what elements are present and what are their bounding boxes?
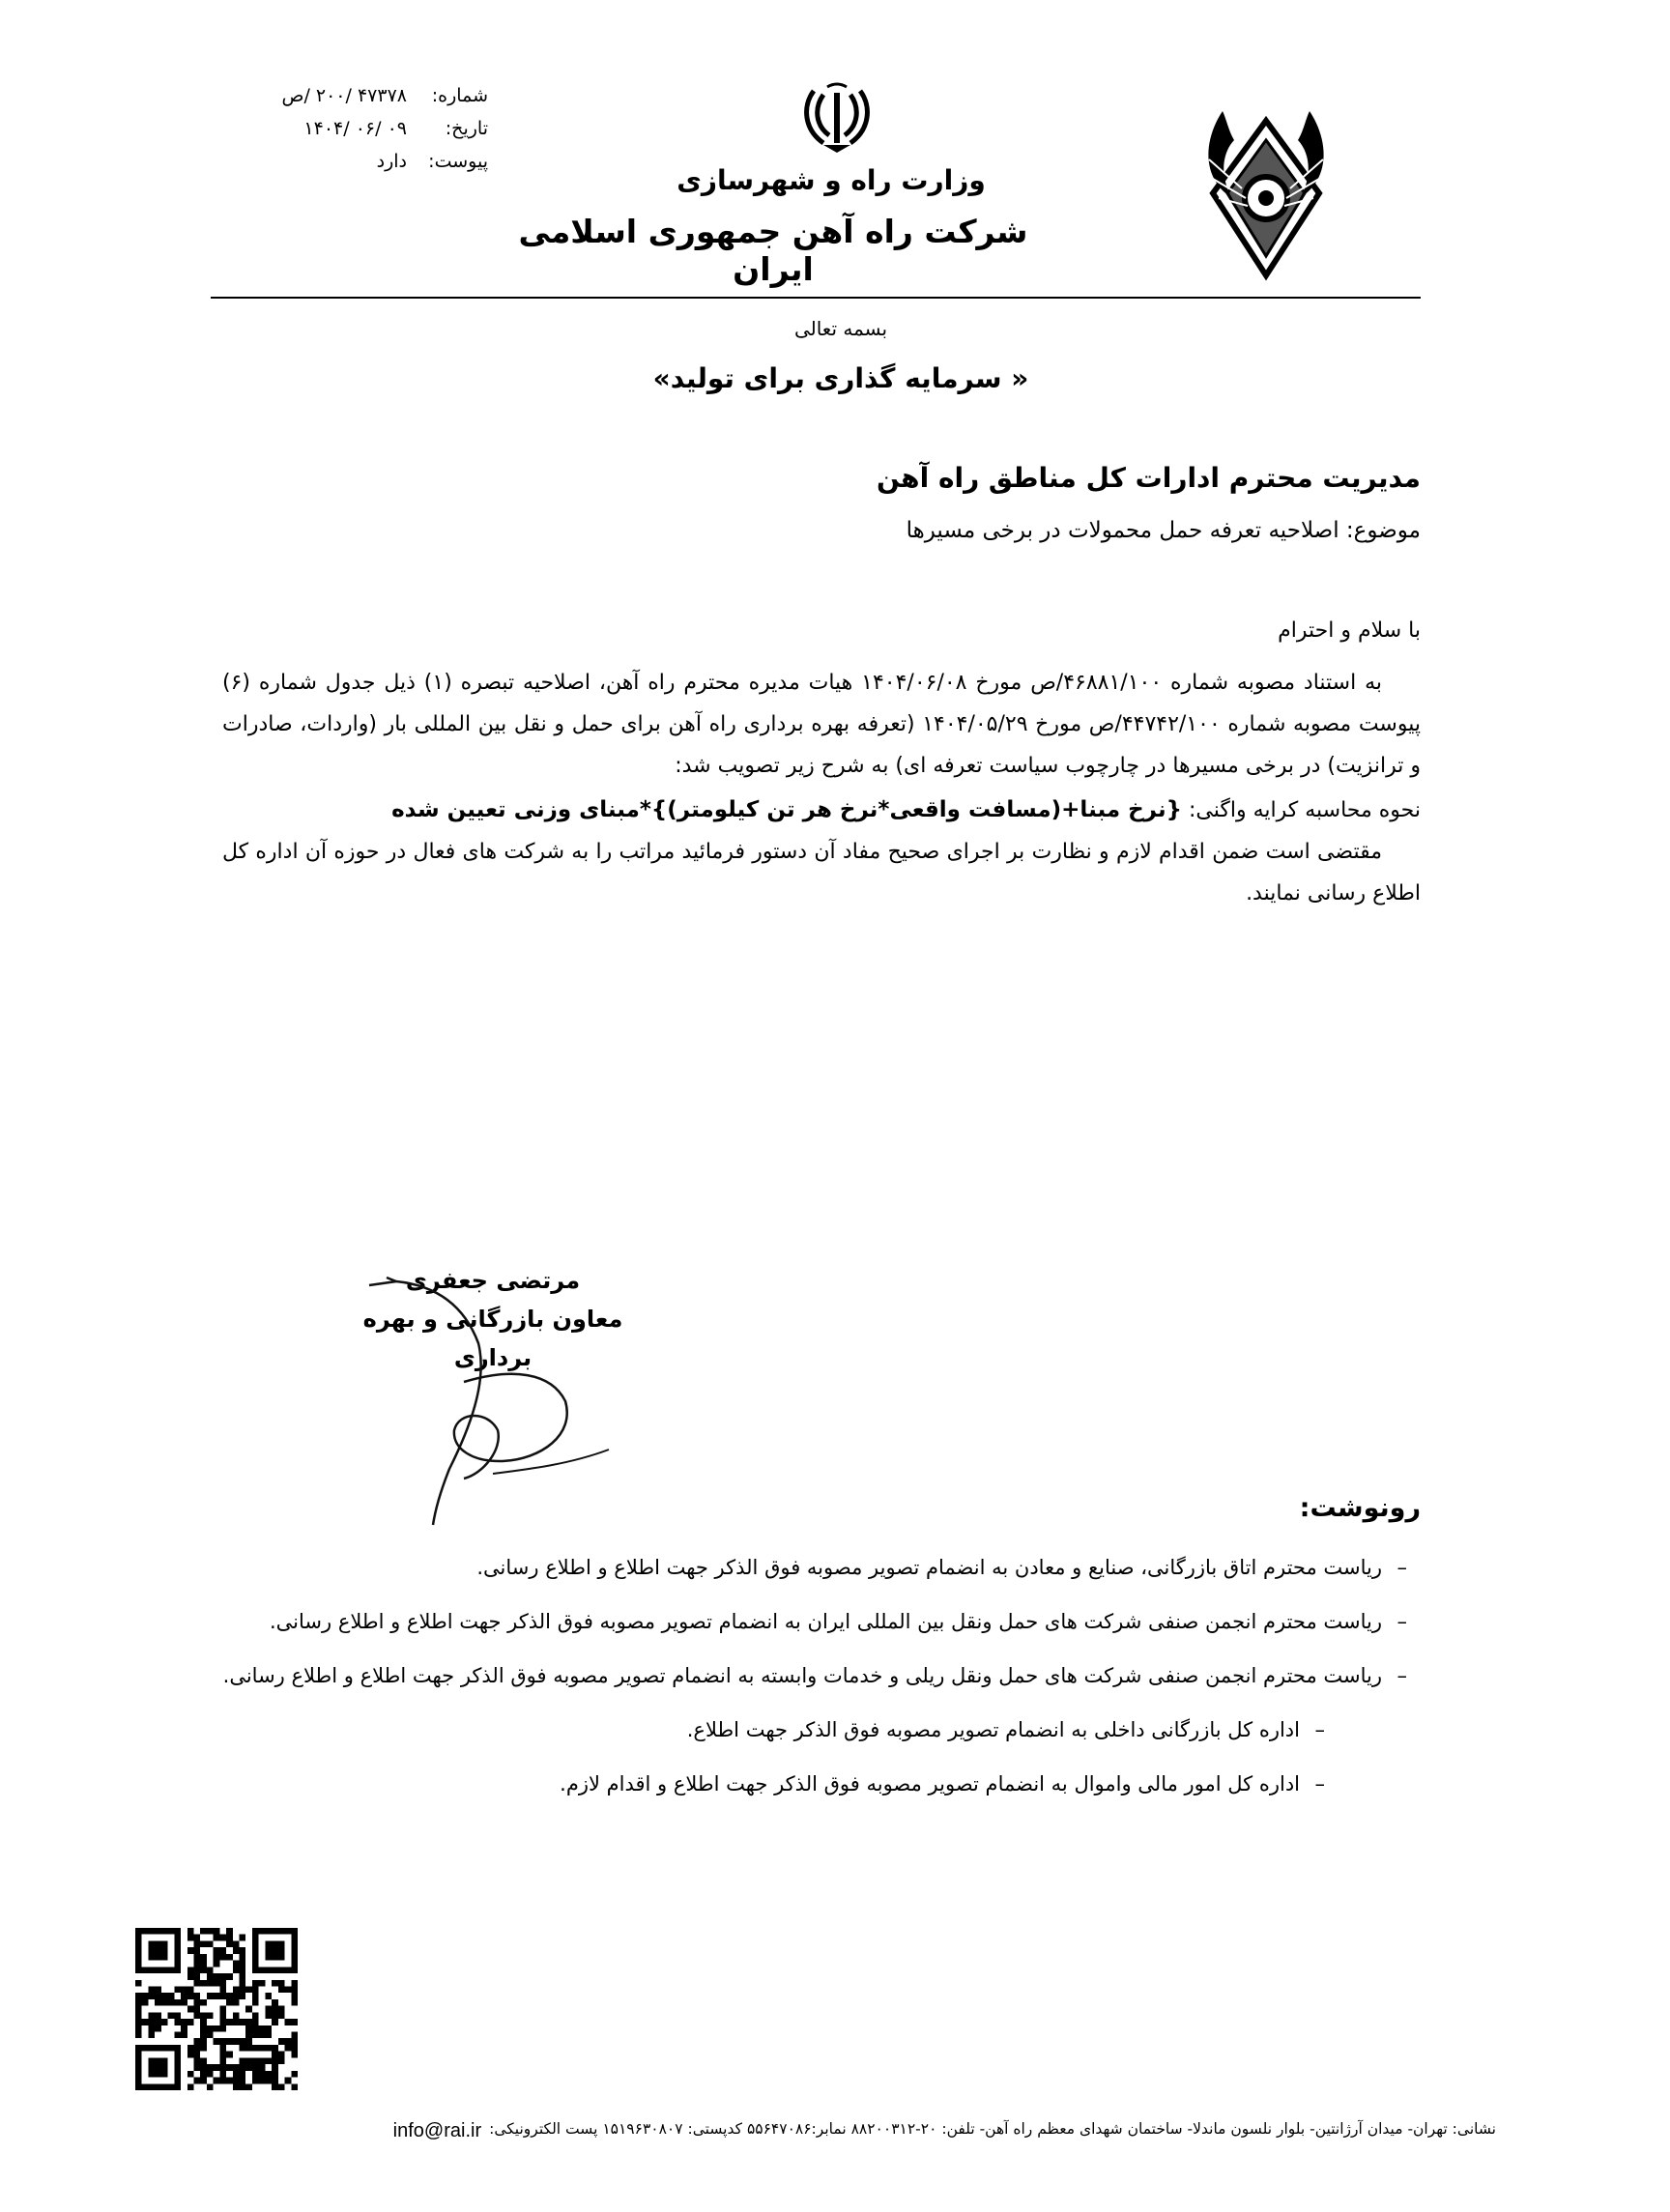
greeting: با سلام و احترام xyxy=(1278,618,1421,643)
letter-attachment-label: پیوست: xyxy=(428,151,488,172)
iran-emblem-icon xyxy=(800,79,874,157)
letter-attachment-row xyxy=(246,145,488,178)
addressee: مدیریت محترم ادارات کل مناطق راه آهن xyxy=(876,462,1421,494)
letter-date-label: تاریخ: xyxy=(445,118,488,139)
letter-body xyxy=(222,662,1421,914)
cc-item: – ریاست محترم انجمن صنفی شرکت های حمل ونقل ریلی و خدمات وابسته به انضمام تصویر مصوبه فوق الذکر جهت اطلاع و اطلاع رسانی. xyxy=(222,1654,1421,1697)
body-paragraph-1: به استناد مصوبه شماره ۴۶۸۸۱/۱۰۰/ص مورخ ۱۴۰۴/۰۶/۰۸ هیات مدیره محترم راه آهن، اصلاحیه تبصره (۱) ذیل جدول شماره (۶) پیوست مصوبه شماره ۴۴۷۴۲/۱۰۰/ص مورخ ۱۴۰۴/۰۵/۲۹ (تعرفه بهره برداری راه آهن برای حمل و نقل بین المللی بار (واردات، صادرات و ترانزیت) در برخی مسیرها در چارچوب سیاست تعرفه ای) به شرح زیر تصویب شد: xyxy=(222,671,1421,778)
cc-item: – اداره کل امور مالی واموال به انضمام تصویر مصوبه فوق الذکر جهت اطلاع و اقدام لازم. xyxy=(222,1763,1421,1805)
letter-date-row xyxy=(246,112,488,145)
basmala: بسمه تعالی xyxy=(793,317,888,340)
letter-number-value: ۴۷۳۷۸ /۲۰۰ /ص xyxy=(281,85,407,106)
letter-number-row xyxy=(246,79,488,112)
header-divider xyxy=(211,297,1421,299)
letter-number-label: شماره: xyxy=(431,85,488,106)
formula-label: نحوه محاسبه کرایه واگنی: xyxy=(1189,798,1421,822)
subject-line: موضوع: اصلاحیه تعرفه حمل محمولات در برخی مسیرها xyxy=(906,518,1421,543)
letter-attachment-value: دارد xyxy=(376,151,407,172)
footer-email: info@rai.ir xyxy=(392,2120,482,2141)
winged-wheel-logo-icon xyxy=(1203,101,1329,285)
formula-expression: {نرخ مبنا+(مسافت واقعی*نرخ هر تن کیلومتر)}*مبنای وزنی تعیین شده xyxy=(391,797,1182,822)
cc-item: – ریاست محترم انجمن صنفی شرکت های حمل ونقل بین المللی ایران به انضمام تصویر مصوبه فوق الذکر جهت اطلاع و اطلاع رسانی. xyxy=(222,1600,1421,1643)
letter-date-value: ۰۹ /۰۶ /۱۴۰۴ xyxy=(303,118,407,139)
signature-block xyxy=(329,1261,657,1377)
footer xyxy=(143,2120,1496,2142)
year-slogan: « سرمایه گذاری برای تولید» xyxy=(652,362,1029,394)
body-paragraph-2: مقتضی است ضمن اقدام لازم و نظارت بر اجرای صحیح مفاد آن دستور فرمائید مراتب را به شرکت های فعال در حوزه آن اداره کل اطلاع رسانی نمایند. xyxy=(222,840,1421,905)
formula-line xyxy=(222,790,1421,831)
letter-meta xyxy=(246,79,488,178)
company-name: شرکت راه آهن جمهوری اسلامی ایران xyxy=(518,213,1028,288)
signer-title: معاون بازرگانی و بهره برداری xyxy=(362,1306,623,1371)
cc-item: – ریاست محترم اتاق بازرگانی، صنایع و معادن به انضمام تصویر مصوبه فوق الذکر جهت اطلاع و اطلاع رسانی. xyxy=(222,1546,1421,1589)
qr-code xyxy=(135,1928,298,2090)
footer-address: نشانی: تهران- میدان آرژانتین- بلوار نلسون ماندلا- ساختمان شهدای معظم راه آهن- تلفن: ۲۰-۸۸۲۰۰۳۱۲ نمابر:۵۵۶۴۷۰۸۶ کدپستی: ۱۵۱۹۶۳۰۸۰۷ پست الکترونیکی: xyxy=(489,2120,1496,2138)
cc-title: رونوشت: xyxy=(1299,1493,1421,1523)
ministry-name: وزارت راه و شهرسازی xyxy=(677,164,986,196)
cc-item: – اداره کل بازرگانی داخلی به انضمام تصویر مصوبه فوق الذکر جهت اطلاع. xyxy=(222,1709,1421,1751)
signer-name: مرتضی جعفری xyxy=(405,1267,581,1294)
cc-list xyxy=(222,1546,1421,1817)
